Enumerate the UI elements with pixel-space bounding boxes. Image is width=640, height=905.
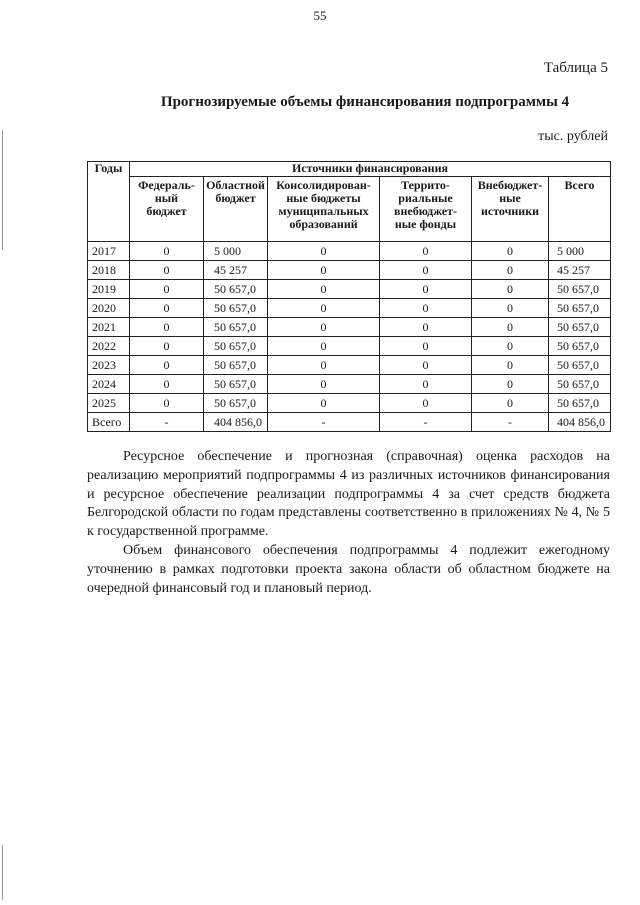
table-caption: Таблица 5 bbox=[543, 60, 608, 76]
table-cell: 50 657,0 bbox=[549, 280, 611, 299]
table-cell: 5 000 bbox=[204, 242, 268, 261]
year-cell: Всего bbox=[88, 413, 130, 432]
table-cell: 50 657,0 bbox=[204, 299, 268, 318]
paragraph: Объем финансового обеспечения подпрограммы 4 подлежит ежегодному уточнению в рамках подготовки проекта закона области об областном бюджете на очередной финансовый год и плановый период. bbox=[87, 542, 610, 596]
table-cell: 50 657,0 bbox=[204, 375, 268, 394]
table-cell: 0 bbox=[472, 242, 549, 261]
table-cell: 0 bbox=[130, 242, 204, 261]
table-cell: 404 856,0 bbox=[204, 413, 268, 432]
table-cell: 0 bbox=[472, 356, 549, 375]
table-row bbox=[88, 356, 611, 375]
table-cell: 50 657,0 bbox=[204, 280, 268, 299]
table-cell: 0 bbox=[130, 337, 204, 356]
table-row bbox=[88, 280, 611, 299]
table-cell: 0 bbox=[268, 394, 380, 413]
table-cell: 50 657,0 bbox=[204, 356, 268, 375]
table-cell: 0 bbox=[380, 280, 472, 299]
year-cell: 2020 bbox=[88, 299, 130, 318]
table-cell: 0 bbox=[380, 375, 472, 394]
table-cell: 0 bbox=[130, 280, 204, 299]
year-cell: 2025 bbox=[88, 394, 130, 413]
years-header: Годы bbox=[88, 162, 130, 242]
table-cell: 0 bbox=[130, 261, 204, 280]
table-cell: 0 bbox=[380, 394, 472, 413]
table-cell: 0 bbox=[380, 356, 472, 375]
year-cell: 2017 bbox=[88, 242, 130, 261]
funding-table bbox=[87, 161, 611, 432]
table-cell: 0 bbox=[472, 318, 549, 337]
table-cell: 45 257 bbox=[549, 261, 611, 280]
table-cell: 50 657,0 bbox=[204, 337, 268, 356]
table-row bbox=[88, 261, 611, 280]
table-cell: 0 bbox=[472, 261, 549, 280]
year-cell: 2023 bbox=[88, 356, 130, 375]
regional-budget-header: Областной бюджет bbox=[204, 177, 268, 242]
paragraph: Ресурсное обеспечение и прогнозная (справочная) оценка расходов на реализацию мероприятий подпрограммы 4 из различных источников финансирования и ресурсное обеспечение реализации подпрограммы 4 за счет средств бюджета Белгородской области по годам представлены соответственно в приложениях № 4, № 5 к государственной программе. bbox=[87, 449, 610, 540]
extrabudgetary-header: Внебюджет- ные источники bbox=[472, 177, 549, 242]
scan-margin-line bbox=[2, 845, 3, 900]
table-cell: 0 bbox=[380, 337, 472, 356]
table-cell: 0 bbox=[268, 356, 380, 375]
table-cell: 0 bbox=[268, 261, 380, 280]
table-row bbox=[88, 337, 611, 356]
table-cell: 45 257 bbox=[204, 261, 268, 280]
table-cell: - bbox=[380, 413, 472, 432]
scan-margin-line bbox=[2, 130, 3, 250]
table-cell: 0 bbox=[268, 280, 380, 299]
table-row bbox=[88, 299, 611, 318]
document-title: Прогнозируемые объемы финансирования подпрограммы 4 bbox=[160, 94, 570, 110]
table-cell: 0 bbox=[130, 375, 204, 394]
table-cell: 50 657,0 bbox=[549, 375, 611, 394]
table-cell: 0 bbox=[380, 318, 472, 337]
table-cell: - bbox=[130, 413, 204, 432]
territorial-funds-header: Террито- риальные внебюджет- ные фонды bbox=[380, 177, 472, 242]
total-header: Всего bbox=[549, 177, 611, 242]
table-cell: 5 000 bbox=[549, 242, 611, 261]
table-cell: 50 657,0 bbox=[204, 394, 268, 413]
table-cell: 0 bbox=[268, 242, 380, 261]
year-cell: 2022 bbox=[88, 337, 130, 356]
federal-budget-header: Федераль- ный бюджет bbox=[130, 177, 204, 242]
table-cell: 0 bbox=[380, 261, 472, 280]
table-row bbox=[88, 375, 611, 394]
sources-group-header: Источники финансирования bbox=[130, 162, 611, 177]
year-cell: 2021 bbox=[88, 318, 130, 337]
page-number: 55 bbox=[313, 8, 327, 23]
table-cell: 50 657,0 bbox=[549, 394, 611, 413]
table-cell: 50 657,0 bbox=[549, 337, 611, 356]
table-cell: 50 657,0 bbox=[549, 299, 611, 318]
table-cell: 0 bbox=[268, 337, 380, 356]
table-cell: 0 bbox=[472, 337, 549, 356]
table-row bbox=[88, 318, 611, 337]
table-cell: 0 bbox=[130, 356, 204, 375]
table-cell: 0 bbox=[472, 394, 549, 413]
table-cell: 0 bbox=[268, 318, 380, 337]
table-cell: - bbox=[268, 413, 380, 432]
year-cell: 2024 bbox=[88, 375, 130, 394]
table-cell: 0 bbox=[130, 299, 204, 318]
table-cell: 0 bbox=[472, 375, 549, 394]
table-cell: 50 657,0 bbox=[549, 356, 611, 375]
table-cell: 404 856,0 bbox=[549, 413, 611, 432]
table-cell: 0 bbox=[130, 394, 204, 413]
table-cell: 0 bbox=[268, 375, 380, 394]
table-row bbox=[88, 394, 611, 413]
table-cell: 0 bbox=[472, 299, 549, 318]
municipal-budgets-header: Консолидирован- ные бюджеты муниципальных образований bbox=[268, 177, 380, 242]
table-cell: 50 657,0 bbox=[549, 318, 611, 337]
table-cell: 0 bbox=[130, 318, 204, 337]
table-cell: 0 bbox=[472, 280, 549, 299]
units-label: тыс. рублей bbox=[538, 129, 608, 144]
table-cell: 0 bbox=[268, 299, 380, 318]
table-cell: - bbox=[472, 413, 549, 432]
table-row bbox=[88, 242, 611, 261]
year-cell: 2018 bbox=[88, 261, 130, 280]
table-cell: 0 bbox=[380, 242, 472, 261]
body-text bbox=[87, 448, 610, 598]
table-row bbox=[88, 413, 611, 432]
table-cell: 50 657,0 bbox=[204, 318, 268, 337]
year-cell: 2019 bbox=[88, 280, 130, 299]
table-cell: 0 bbox=[380, 299, 472, 318]
